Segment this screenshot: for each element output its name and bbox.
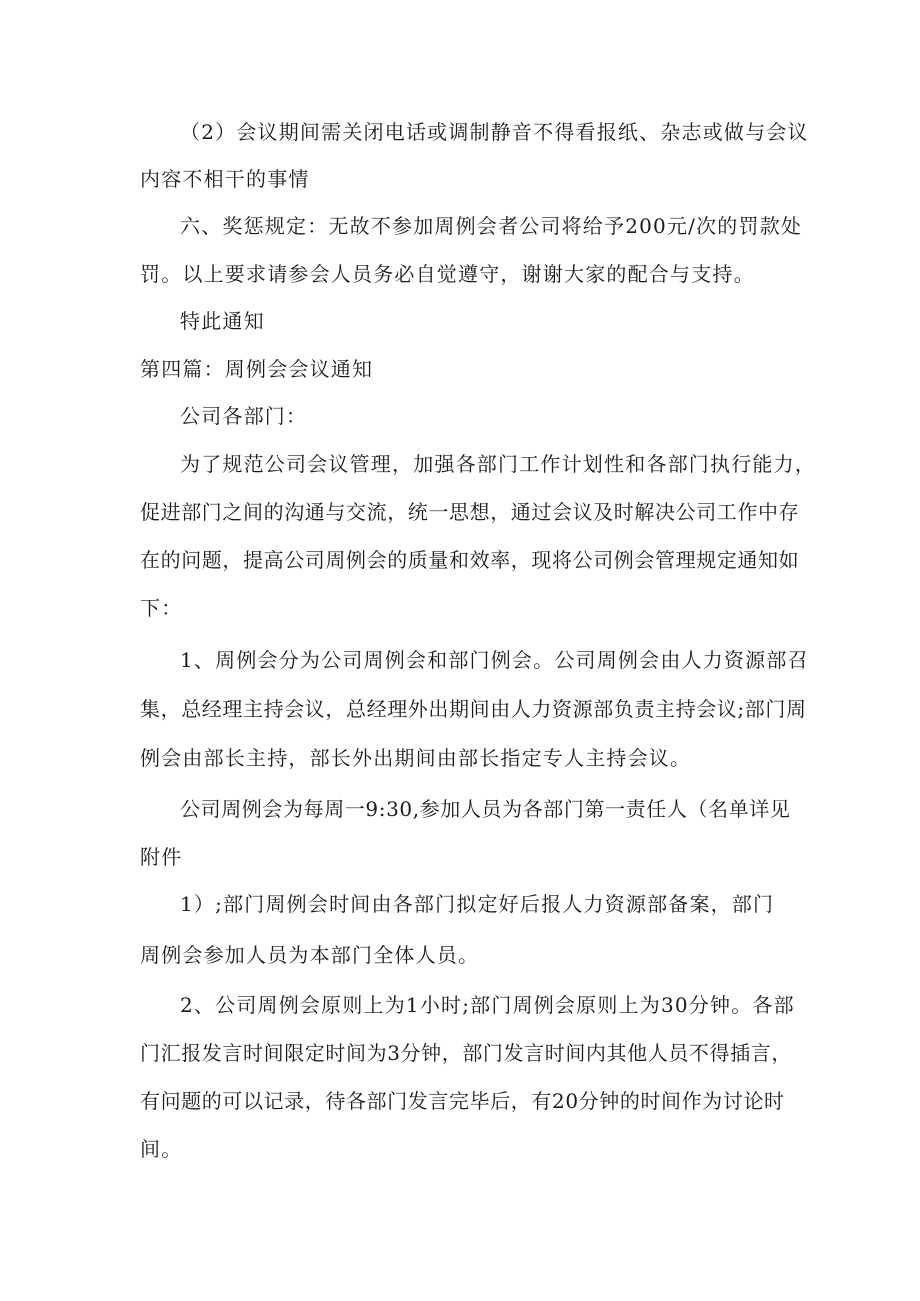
paragraph-line: 附件 <box>140 845 183 869</box>
paragraph-line: 周例会参加人员为本部门全体人员。 <box>140 943 480 967</box>
paragraph-line: 例会由部长主持，部长外出期间由部长指定专人主持会议。 <box>140 746 692 770</box>
section-heading: 第四篇：周例会会议通知 <box>140 357 374 381</box>
paragraph-line: 罚。以上要求请参会人员务必自觉遵守，谢谢大家的配合与支持。 <box>140 262 755 286</box>
closing-line: 特此通知 <box>180 309 265 333</box>
paragraph-line: 1）;部门周例会时间由各部门拟定好后报人力资源部备案，部门 <box>180 892 775 916</box>
paragraph-line: 下： <box>140 596 183 620</box>
paragraph-line: 促进部门之间的沟通与交流，统一思想，通过会议及时解决公司工作中存 <box>140 500 800 524</box>
paragraph-line: （2）会议期间需关闭电话或调制静音不得看报纸、杂志或做与会议 <box>180 120 809 144</box>
paragraph-line: 公司周例会为每周一9:30,参加人员为各部门第一责任人（名单详见 <box>180 797 791 821</box>
paragraph-line: 为了规范公司会议管理，加强各部门工作计划性和各部门执行能力， <box>180 452 816 476</box>
paragraph-line: 内容不相干的事情 <box>140 167 310 191</box>
paragraph-line: 有问题的可以记录，待各部门发言完毕后，有20分钟的时间作为讨论时 <box>140 1089 785 1113</box>
paragraph-line: 间。 <box>140 1137 183 1161</box>
paragraph-line: 1、周例会分为公司周例会和部门例会。公司周例会由人力资源部召 <box>180 648 809 672</box>
paragraph-line: 在的问题，提高公司周例会的质量和效率，现将公司例会管理规定通知如 <box>140 548 800 572</box>
paragraph-line: 集，总经理主持会议，总经理外出期间由人力资源部负责主持会议;部门周 <box>140 697 807 721</box>
paragraph-line: 2、公司周例会原则上为1小时;部门周例会原则上为30分钟。各部 <box>180 993 795 1017</box>
paragraph-line: 六、奖惩规定：无故不参加周例会者公司将给予200元/次的罚款处 <box>180 214 803 238</box>
paragraph-line: 门汇报发言时间限定时间为3分钟，部门发言时间内其他人员不得插言， <box>140 1041 792 1065</box>
salutation: 公司各部门： <box>180 404 308 428</box>
